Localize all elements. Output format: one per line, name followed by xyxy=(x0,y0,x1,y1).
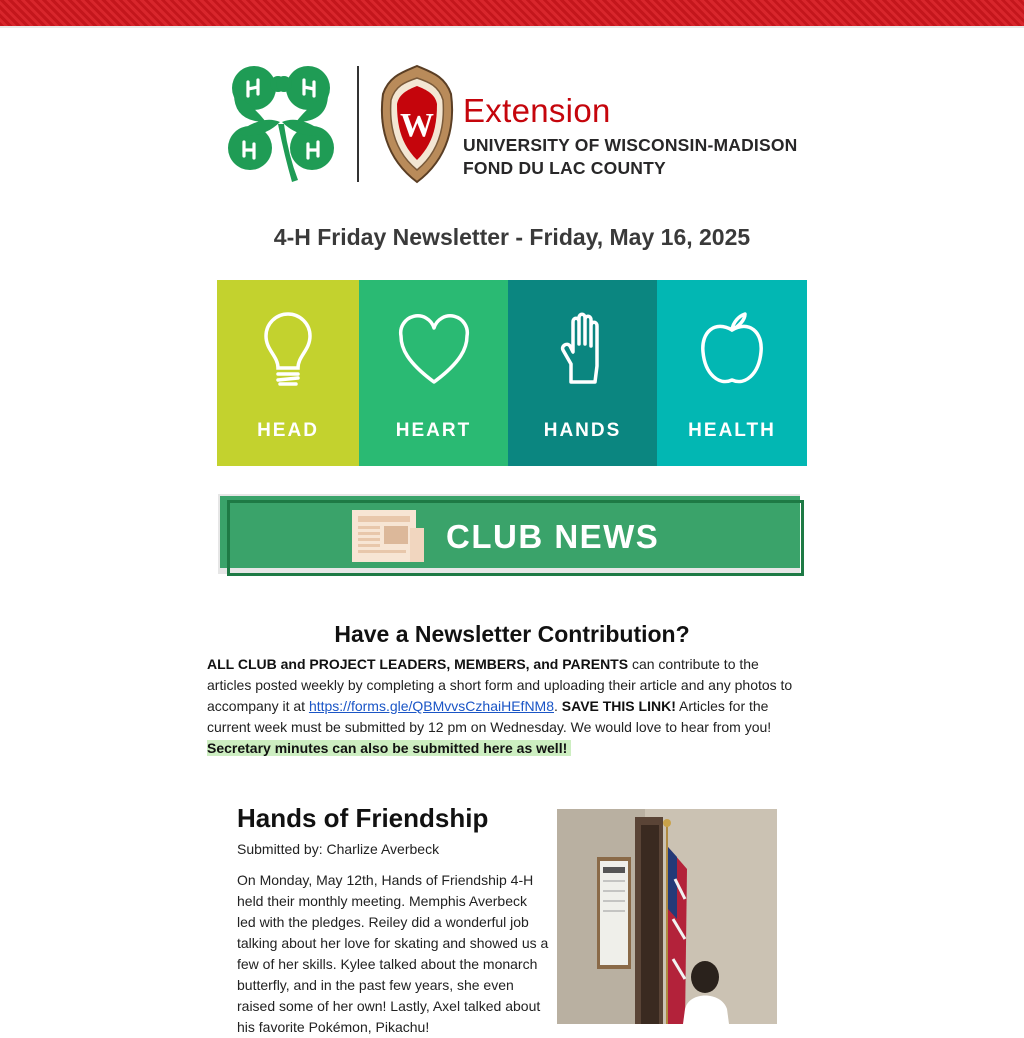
header-logos xyxy=(222,64,802,186)
head-panel xyxy=(217,280,359,466)
four-h-banner xyxy=(217,280,807,466)
newsletter-title: 4-H Friday Newsletter - Friday, May 16, 2025 xyxy=(273,224,751,250)
secretary-minutes-highlight: Secretary minutes can also be submitted here as well! xyxy=(207,740,571,756)
heart-panel xyxy=(359,280,508,466)
article-author: Submitted by: Charlize Averbeck xyxy=(237,841,440,857)
hands-label: HANDS xyxy=(543,420,622,441)
hands-panel xyxy=(508,280,657,466)
svg-text:W: W xyxy=(400,107,434,144)
contribution-paragraph: ALL CLUB and PROJECT LEADERS, MEMBERS, and PARENTS can contribute to the articles posted weekly by completing a short form and uploading their article and any photos to accompany it at https://forms.gle/QBMvvsCzhaiHEfNM8. SAVE THIS LINK! Articles for the current week must be submitted by 12 pm on Wednesday. We would love to hear from you! Secretary minutes can also be submitted here as well! xyxy=(207,656,793,756)
apple-icon xyxy=(699,312,765,388)
health-panel xyxy=(657,280,807,466)
contribution-lead: ALL CLUB and PROJECT LEADERS, MEMBERS, and PARENTS xyxy=(207,656,629,672)
contribution-form-link[interactable]: https://forms.gle/QBMvvsCzhaiHEfNM8 xyxy=(308,698,554,714)
logo-divider xyxy=(357,66,359,182)
article-photo xyxy=(557,809,777,1024)
newspaper-icon xyxy=(352,510,424,564)
article-title: Hands of Friendship xyxy=(237,803,489,833)
top-decorative-bar xyxy=(0,0,1024,28)
uw-crest-logo xyxy=(379,64,455,184)
4h-clover-logo xyxy=(222,64,340,184)
county-name: FOND DU LAC COUNTY xyxy=(463,158,666,178)
heart-label: HEART xyxy=(395,420,472,441)
extension-wordmark: Extension xyxy=(463,92,611,129)
club-news-banner xyxy=(218,494,810,582)
head-label: HEAD xyxy=(257,420,319,441)
contribution-heading: Have a Newsletter Contribution? xyxy=(334,621,690,647)
article-body: On Monday, May 12th, Hands of Friendship 4-H held their monthly meeting. Memphis Averbeck led with the pledges. Reiley did a wonderful job talking about her love for skating and showed us a few of her skills. Kylee talked about the monarch butterfly, and in the past few years, she even raised some of her own! Lastly, Axel talked about his favorite Pokémon, Pikachu! xyxy=(237,872,549,1035)
health-label: HEALTH xyxy=(688,420,776,441)
lightbulb-icon xyxy=(260,312,316,392)
university-name: UNIVERSITY OF WISCONSIN-MADISON xyxy=(463,135,798,155)
heart-icon xyxy=(397,312,471,388)
hand-icon xyxy=(557,312,609,386)
club-news-title: CLUB NEWS xyxy=(446,518,660,555)
save-link-note: SAVE THIS LINK! xyxy=(561,698,676,714)
